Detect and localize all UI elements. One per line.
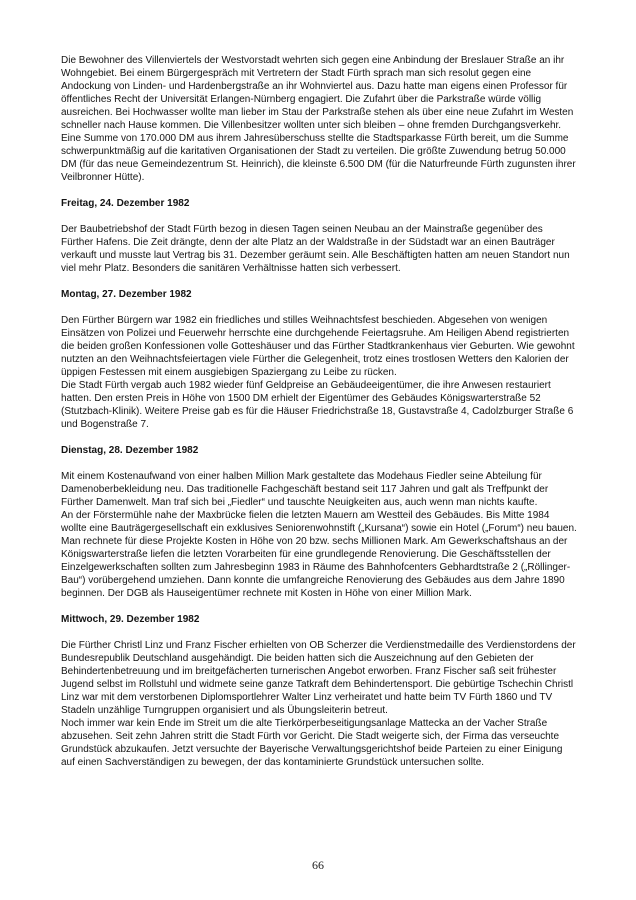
paragraph: An der Förstermühle nahe der Maxbrücke fielen die letzten Mauern am Westteil des Gebäudes. Bis Mitte 1984 wollte eine Bauträgergesellschaft ein exklusives Seniorenwohnstift („Kursana“) sowie ein Hotel („Forum“) neu bauen. Man rechnete für diese Projekte Kosten in Höhe von 20 bzw. sechs Millionen Mark. Am Gewerkschaftshaus an der Königswarterstraße liefen die letzten Vorarbeiten für eine grundlegende Renovierung. Die Geschäftsstellen der Einzelgewerkschaften sollten zum Jahresbeginn 1983 in Räume des Bahnhofcenters Gebhardtstraße 2 („Röllinger-Bau“) vorübergehend umziehen. Dann konnte die umfangreiche Renovierung des Gebäudes aus dem Jahre 1890 beginnen. Der DGB als Hauseigentümer rechnete mit Kosten in Höhe von einer Million Mark. — [61, 510, 577, 599]
paragraph: Den Fürther Bürgern war 1982 ein friedliches und stilles Weihnachtsfest beschieden. Abgesehen von wenigen Einsätzen von Polizei und Feuerwehr herrschte eine durchgehende Feiertagsruhe. Am Heiligen Abend registrierten die beiden großen Konfessionen volle Gotteshäuser und das Fürther Stadtkrankenhaus vier Geburten. Wie gewohnt nutzten an den Weihnachtsfeiertagen viele Fürther die Gelegenheit, trotz eines trostlosen Wetters den Kalorien der üppigen Festessen mit einem ausgiebigen Spaziergang zu Leibe zu rücken. — [61, 315, 575, 378]
paragraph: Der Baubetriebshof der Stadt Fürth bezog in diesen Tagen seinen Neubau an der Mainstraße gegenüber des Fürther Hafens. Die Zeit drängte, denn der alte Platz an der Waldstraße in der Südstadt war an einen Bauträger verkauft und musste laut Vertrag bis 31. Dezember geräumt sein. Alle Beschäftigten hatten am neuen Standort nun viel mehr Platz. Besonders die sanitären Verhältnisse hatten sich verbessert. — [61, 224, 570, 274]
page-number: 66 — [312, 858, 324, 872]
paragraph: Eine Summe von 170.000 DM aus ihrem Jahresüberschuss stellte die Stadtsparkasse Fürth bereit, um die Summe schwerpunktmäßig auf die karitativen Organisationen der Stadt zu verteilen. Die größte Zuwendung betrug 50.000 DM (für das neue Gemeindezentrum St. Heinrich), die kleinste 6.500 DM (für die Naturfreunde Fürth zugunsten ihrer Veilbronner Hütte). — [61, 133, 576, 183]
date-heading: Montag, 27. Dezember 1982 — [61, 289, 192, 300]
paragraph: Mit einem Kostenaufwand von einer halben Million Mark gestaltete das Modehaus Fiedler seine Abteilung für Damenoberbekleidung neu. Das traditionelle Fachgeschäft bestand seit 117 Jahren und galt als Treffpunkt der Fürther Damenwelt. Man traf sich bei „Fiedler“ und tauschte Neuigkeiten aus, auch wenn man nichts kaufte. — [61, 471, 549, 508]
date-heading: Freitag, 24. Dezember 1982 — [61, 198, 190, 209]
date-heading: Mittwoch, 29. Dezember 1982 — [61, 614, 200, 625]
page-footer — [0, 856, 636, 874]
date-heading: Dienstag, 28. Dezember 1982 — [61, 445, 199, 456]
paragraph: Die Stadt Fürth vergab auch 1982 wieder fünf Geldpreise an Gebäudeeigentümer, die ihre Anwesen restauriert hatten. Den ersten Preis in Höhe von 1500 DM erhielt der Eigentümer des Gebäudes Königswarterstraße 52 (Stutzbach-Klinik). Weitere Preise gab es für die Häuser Friedrichstraße 18, Gustavstraße 4, Cadolzburger Straße 6 und Bogenstraße 7. — [61, 380, 574, 430]
paragraph: Noch immer war kein Ende im Streit um die alte Tierkörperbeseitigungsanlage Mattecka an der Vacher Straße abzusehen. Seit zehn Jahren stritt die Stadt Fürth vor Gericht. Die Stadt weigerte sich, der Firma das verseuchte Grundstück abzukaufen. Jetzt versuchte der Bayerische Verwaltungsgerichtshof beide Parteien zu einer Einigung auf einen Sachverständigen zu bewegen, der das kontaminierte Grundstück untersuchen sollte. — [61, 718, 563, 768]
document-content — [61, 54, 577, 769]
paragraph: Die Bewohner des Villenviertels der Westvorstadt wehrten sich gegen eine Anbindung der Breslauer Straße an ihr Wohngebiet. Bei einem Bürgergespräch mit Vertretern der Stadt Fürth sprach man sich resolut gegen eine Andockung von Linden- und Hardenbergstraße an ihr Wohnviertel aus. Dazu hatte man eigens einen Professor für öffentliches Recht der Universität Erlangen-Nürnberg engagiert. Die Zufahrt über die Parkstraße würde völlig ausreichen. Bei Hochwasser wollte man lieber im Stau der Parkstraße stehen als über eine neue Zufahrt im Westen schneller nach Hause kommen. Die Villenbesitzer wollten unter sich bleiben – ohne fremden Durchgangsverkehr. — [61, 55, 574, 131]
paragraph: Die Fürther Christl Linz und Franz Fischer erhielten von OB Scherzer die Verdienstmedaille des Verdienstordens der Bundesrepublik Deutschland ausgehändigt. Die beiden hatten sich die Auszeichnung auf den Gebieten der Behindertenbetreuung und im breitgefächerten turnerischen Angebot erworben. Franz Fischer saß seit frühester Jugend selbst im Rollstuhl und widmete seine ganze Tatkraft dem Behindertensport. Die gebürtige Tschechin Christl Linz war mit dem verstorbenen Diplomsportlehrer Walter Linz verheiratet und hatte beim TV Fürth 1860 und TV Stadeln unzählige Turngruppen organisiert und als Übungsleiterin betreut. — [61, 640, 576, 716]
